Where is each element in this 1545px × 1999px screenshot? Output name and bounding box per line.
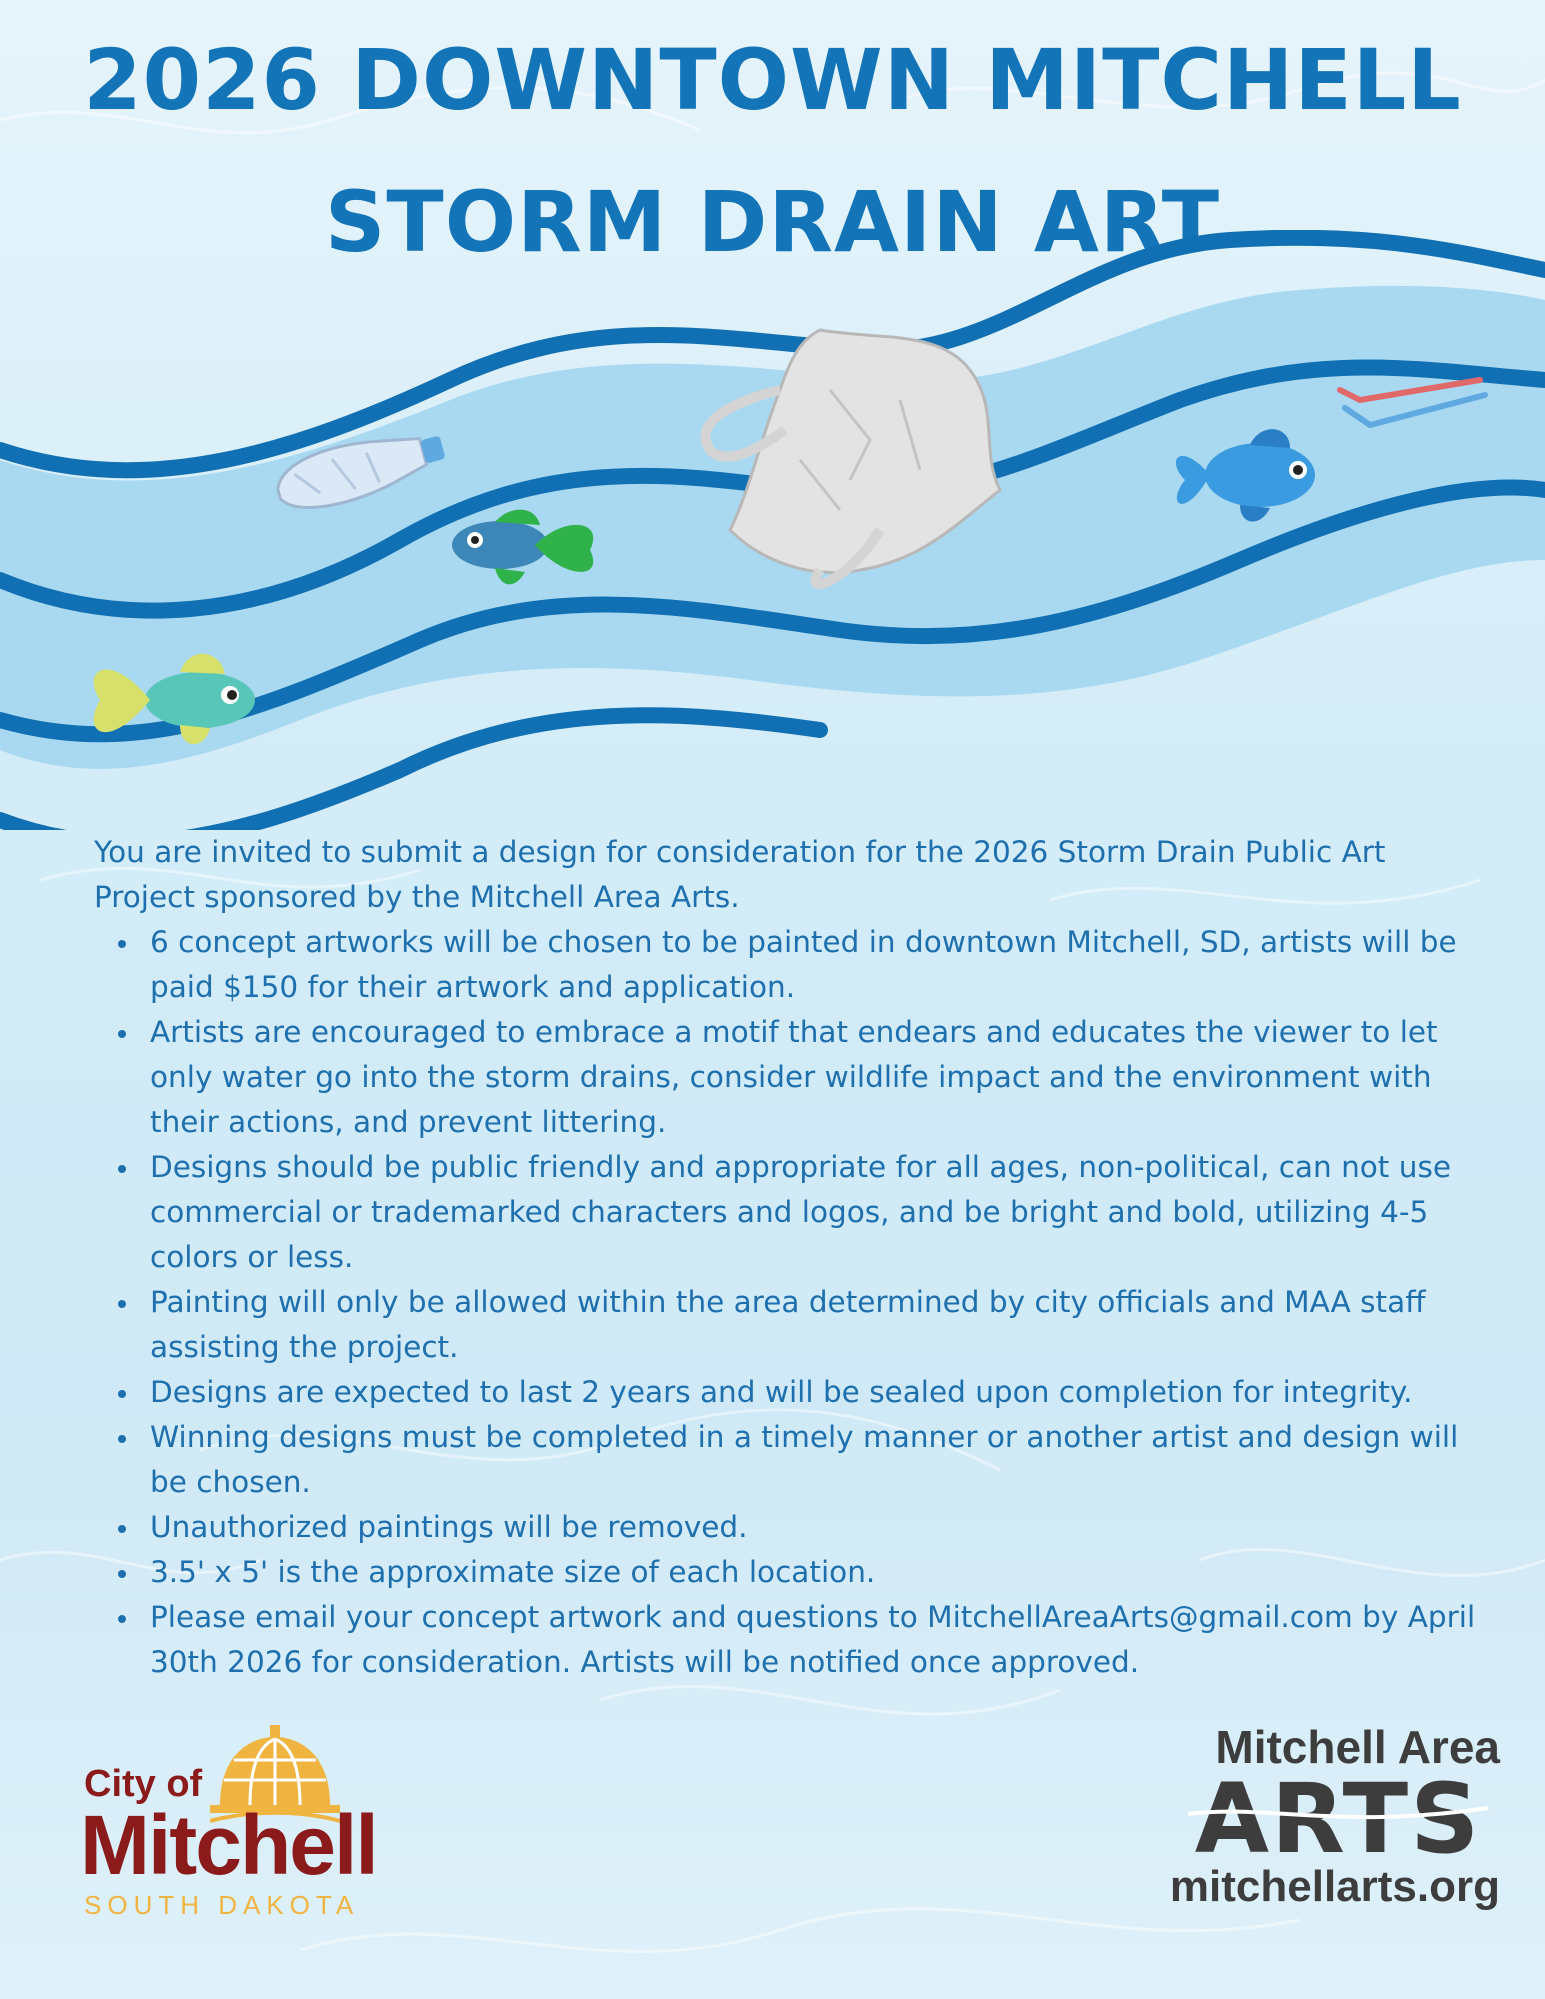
list-item: Designs are expected to last 2 years and will be sealed upon completion for integrity.	[150, 1370, 1494, 1415]
list-item: Please email your concept artwork and questions to MitchellAreaArts@gmail.com by April 30th 2026 for consideration. Artists will be notified once approved.	[150, 1595, 1494, 1685]
wave-illustration	[0, 230, 1545, 830]
city-of-mitchell-logo	[80, 1725, 400, 1925]
state-label: SOUTH DAKOTA	[84, 1890, 360, 1920]
city-of-label: City of	[84, 1763, 203, 1805]
invitation-content	[94, 830, 1494, 1685]
intro-paragraph: You are invited to submit a design for consideration for the 2026 Storm Drain Public Art Project sponsored by the Mitchell Area Arts.	[94, 835, 1386, 914]
list-item: Designs should be public friendly and appropriate for all ages, non-political, can not use commercial or trademarked characters and logos, and be bright and bold, utilizing 4-5 colors or less.	[150, 1145, 1494, 1280]
arts-wordmark-text: ARTS	[1194, 1774, 1482, 1862]
list-item: 3.5' x 5' is the approximate size of each location.	[150, 1550, 1494, 1595]
maa-url: mitchellarts.org	[1169, 1862, 1500, 1911]
list-item: 6 concept artworks will be chosen to be painted in downtown Mitchell, SD, artists will be paid $150 for their artwork and application.	[150, 920, 1494, 1010]
list-item: Unauthorized paintings will be removed.	[150, 1505, 1494, 1550]
page-title-line2: STORM DRAIN ART	[324, 173, 1221, 271]
requirements-list	[150, 920, 1494, 1685]
list-item: Painting will only be allowed within the area determined by city officials and MAA staff assisting the project.	[150, 1280, 1494, 1370]
arts-wordmark	[1178, 1774, 1498, 1862]
mitchell-area-arts-logo	[1160, 1720, 1500, 1920]
list-item: Artists are encouraged to embrace a motif that endears and educates the viewer to let only water go into the storm drains, consider wildlife impact and the environment with their actions, and prevent littering.	[150, 1010, 1494, 1145]
city-name-label: Mitchell	[80, 1798, 377, 1892]
page-title-line1: 2026 DOWNTOWN MITCHELL	[83, 31, 1462, 129]
maa-name-label: Mitchell Area	[1215, 1721, 1500, 1773]
list-item: Winning designs must be completed in a timely manner or another artist and design will be chosen.	[150, 1415, 1494, 1505]
